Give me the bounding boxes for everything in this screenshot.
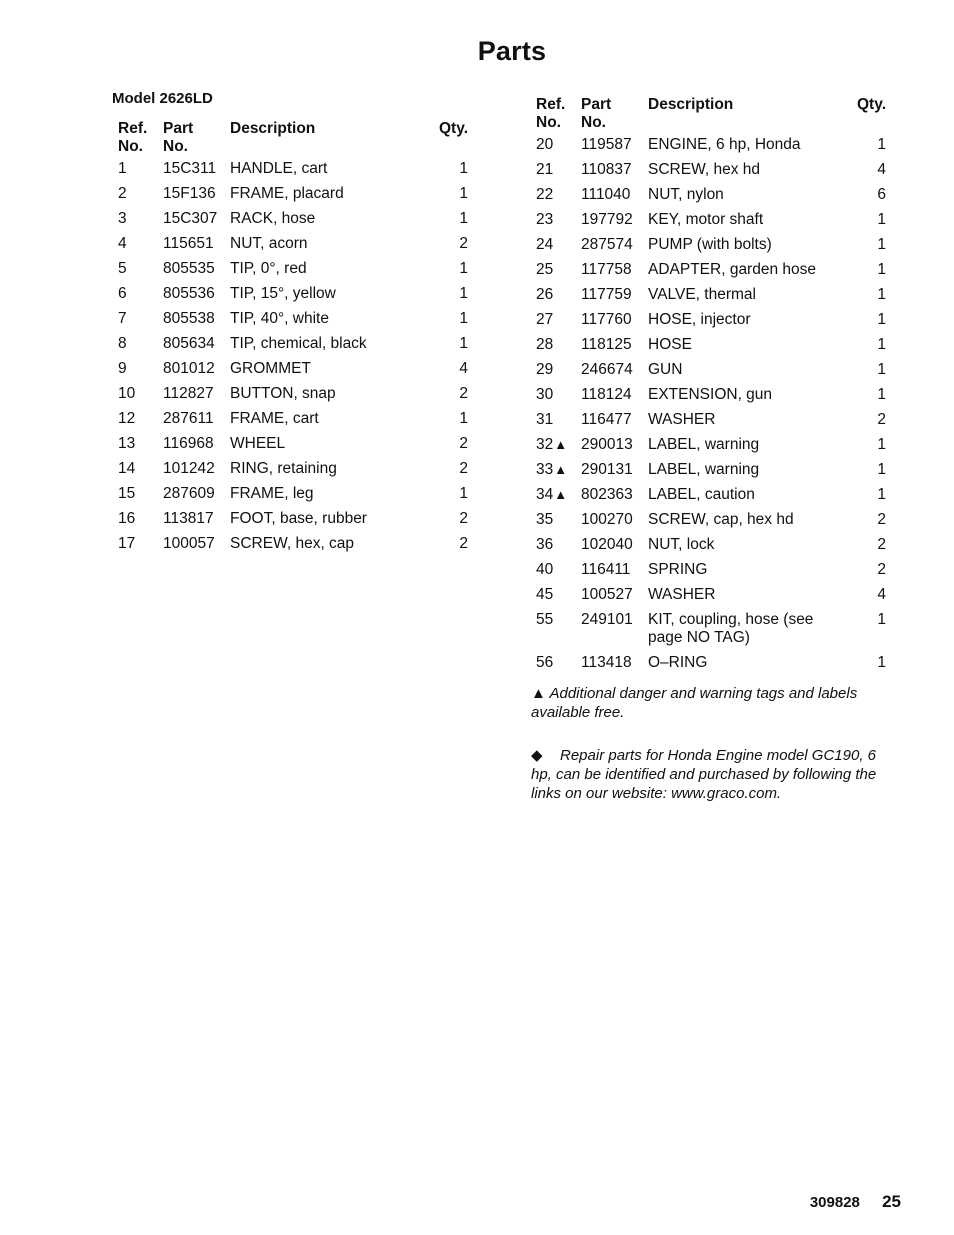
ref-number: 5 xyxy=(118,260,127,277)
part-description: TIP, 15°, yellow xyxy=(230,285,336,302)
part-description: O–RING xyxy=(648,654,708,671)
part-description: NUT, acorn xyxy=(230,235,308,252)
ref-number: 33▲ xyxy=(536,461,568,478)
part-quantity: 1 xyxy=(877,286,886,303)
part-description: GUN xyxy=(648,361,683,378)
ref-number: 13 xyxy=(118,435,136,452)
part-quantity: 1 xyxy=(459,185,468,202)
part-quantity: 1 xyxy=(877,336,886,353)
part-quantity: 1 xyxy=(877,461,886,478)
table-row xyxy=(118,185,468,210)
page-number: 25 xyxy=(882,1192,901,1211)
ref-number: 29 xyxy=(536,361,554,378)
table-row xyxy=(118,410,468,435)
part-description: NUT, lock xyxy=(648,536,715,553)
diamond-bullet-icon: ◆ xyxy=(531,747,543,764)
ref-number: 34▲ xyxy=(536,486,568,503)
part-description: RING, retaining xyxy=(230,460,337,477)
part-description: FRAME, leg xyxy=(230,485,314,502)
part-description: ENGINE, 6 hp, Honda xyxy=(648,136,801,153)
part-number: 805535 xyxy=(163,260,215,277)
table-row xyxy=(536,186,886,211)
part-number: 115651 xyxy=(163,235,214,252)
part-number: 287609 xyxy=(163,485,215,502)
note-tags-available xyxy=(531,684,901,722)
part-description: SCREW, cap, hex hd xyxy=(648,511,794,528)
table-row xyxy=(118,385,468,410)
ref-number: 14 xyxy=(118,460,136,477)
table-row xyxy=(536,161,886,186)
description-header: Description xyxy=(648,96,734,113)
part-number: 287611 xyxy=(163,410,214,427)
part-quantity: 1 xyxy=(877,211,886,228)
part-number: 117760 xyxy=(581,311,632,328)
ref-number: 6 xyxy=(118,285,127,302)
part-number: 110837 xyxy=(581,161,632,178)
part-quantity: 1 xyxy=(877,261,886,278)
table-row xyxy=(118,285,468,310)
part-quantity: 1 xyxy=(877,361,886,378)
page-footer xyxy=(810,1192,901,1212)
part-number: 117758 xyxy=(581,261,632,278)
ref-number: 15 xyxy=(118,485,136,502)
part-number: 118124 xyxy=(581,386,632,403)
table-row xyxy=(536,411,886,436)
ref-number: 20 xyxy=(536,136,554,153)
part-description: BUTTON, snap xyxy=(230,385,336,402)
part-description: WASHER xyxy=(648,586,716,603)
part-description: RACK, hose xyxy=(230,210,316,227)
part-number: 100057 xyxy=(163,535,215,552)
part-quantity: 2 xyxy=(877,511,886,528)
qty-header: Qty. xyxy=(439,120,468,137)
part-number: 100527 xyxy=(581,586,633,603)
part-quantity: 2 xyxy=(459,435,468,452)
table-row xyxy=(536,486,886,511)
part-number: 15F136 xyxy=(163,185,216,202)
part-number: 249101 xyxy=(581,611,633,628)
part-description: TIP, chemical, black xyxy=(230,335,367,352)
table-row xyxy=(536,461,886,486)
part-number: 15C311 xyxy=(163,160,217,177)
ref-number: 35 xyxy=(536,511,554,528)
part-number: 111040 xyxy=(581,186,631,203)
part-quantity: 1 xyxy=(877,136,886,153)
part-description: VALVE, thermal xyxy=(648,286,756,303)
part-description: EXTENSION, gun xyxy=(648,386,773,403)
ref-number: 2 xyxy=(118,185,127,202)
part-description: WASHER xyxy=(648,411,716,428)
part-quantity: 1 xyxy=(459,335,468,352)
table-row xyxy=(536,511,886,536)
warning-triangle-icon: ▲ xyxy=(554,487,568,502)
ref-number: 25 xyxy=(536,261,554,278)
part-number: 113418 xyxy=(581,654,632,671)
ref-number: 1 xyxy=(118,160,127,177)
part-description: KEY, motor shaft xyxy=(648,211,764,228)
ref-number: 12 xyxy=(118,410,136,427)
table-row xyxy=(118,235,468,260)
table-header-row xyxy=(118,120,468,160)
part-description: FRAME, cart xyxy=(230,410,319,427)
table-row xyxy=(118,510,468,535)
part-description: TIP, 40°, white xyxy=(230,310,329,327)
table-row xyxy=(118,310,468,335)
part-number: 805634 xyxy=(163,335,215,352)
ref-number: 40 xyxy=(536,561,554,578)
ref-number: 27 xyxy=(536,311,554,328)
part-quantity: 1 xyxy=(459,285,468,302)
ref-number: 31 xyxy=(536,411,554,428)
part-number: 119587 xyxy=(581,136,632,153)
part-number: 197792 xyxy=(581,211,633,228)
part-quantity: 2 xyxy=(459,385,468,402)
part-quantity: 4 xyxy=(877,586,886,603)
table-row xyxy=(118,210,468,235)
warning-triangle-icon: ▲ xyxy=(554,462,568,477)
part-number: 118125 xyxy=(581,336,632,353)
part-number: 116477 xyxy=(581,411,632,428)
ref-number: 23 xyxy=(536,211,554,228)
part-description: FRAME, placard xyxy=(230,185,344,202)
table-row xyxy=(536,136,886,161)
ref-number: 45 xyxy=(536,586,554,603)
page-title: Parts xyxy=(477,36,547,66)
table-row xyxy=(118,435,468,460)
ref-number: 4 xyxy=(118,235,127,252)
table-row xyxy=(118,260,468,285)
table-row xyxy=(536,236,886,261)
part-quantity: 2 xyxy=(877,411,886,428)
part-quantity: 2 xyxy=(459,235,468,252)
part-description: LABEL, warning xyxy=(648,461,760,478)
part-description: ADAPTER, garden hose xyxy=(648,261,817,278)
part-header: Part No. xyxy=(581,96,612,131)
part-quantity: 2 xyxy=(877,561,886,578)
table-row xyxy=(536,211,886,236)
part-quantity: 1 xyxy=(459,210,468,227)
part-description: SCREW, hex, cap xyxy=(230,535,355,552)
description-header: Description xyxy=(230,120,316,137)
ref-number: 7 xyxy=(118,310,127,327)
table-row xyxy=(536,654,886,679)
table-row xyxy=(536,536,886,561)
ref-number: 30 xyxy=(536,386,554,403)
warning-triangle-icon: ▲ xyxy=(554,437,568,452)
ref-number: 55 xyxy=(536,611,554,628)
table-row xyxy=(536,436,886,461)
part-quantity: 2 xyxy=(459,510,468,527)
part-description: HOSE xyxy=(648,336,692,353)
ref-number: 3 xyxy=(118,210,127,227)
table-row xyxy=(536,286,886,311)
table-row xyxy=(536,386,886,411)
table-row xyxy=(118,535,468,560)
part-number: 116411 xyxy=(581,561,631,578)
part-number: 805536 xyxy=(163,285,215,302)
part-quantity: 1 xyxy=(877,386,886,403)
part-number: 15C307 xyxy=(163,210,218,227)
part-quantity: 1 xyxy=(877,611,886,628)
part-quantity: 1 xyxy=(459,485,468,502)
table-row xyxy=(118,485,468,510)
part-description: HANDLE, cart xyxy=(230,160,328,177)
table-row xyxy=(536,561,886,586)
table-row xyxy=(118,160,468,185)
table-row xyxy=(118,360,468,385)
warning-triangle-icon: ▲ xyxy=(531,685,546,702)
part-number: 287574 xyxy=(581,236,633,253)
part-number: 112827 xyxy=(163,385,214,402)
part-number: 246674 xyxy=(581,361,633,378)
part-description: NUT, nylon xyxy=(648,186,724,203)
table-row xyxy=(118,460,468,485)
part-description: WHEEL xyxy=(230,435,286,452)
part-number: 101242 xyxy=(163,460,215,477)
note-text: Additional danger and warning tags and labels available free. xyxy=(531,685,858,721)
table-row xyxy=(536,336,886,361)
part-number: 100270 xyxy=(581,511,633,528)
parts-table-left xyxy=(118,120,468,560)
part-quantity: 6 xyxy=(877,186,886,203)
part-number: 290131 xyxy=(581,461,633,478)
part-quantity: 1 xyxy=(877,236,886,253)
ref-number: 21 xyxy=(536,161,554,178)
ref-number: 28 xyxy=(536,336,554,353)
part-quantity: 1 xyxy=(459,310,468,327)
note-engine-repair xyxy=(531,746,901,803)
part-description: LABEL, warning xyxy=(648,436,760,453)
table-row xyxy=(536,311,886,336)
part-number: 102040 xyxy=(581,536,633,553)
model-label: Model 2626LD xyxy=(112,90,213,107)
ref-number: 32▲ xyxy=(536,436,568,453)
part-description: LABEL, caution xyxy=(648,486,755,503)
part-quantity: 1 xyxy=(877,311,886,328)
part-quantity: 4 xyxy=(459,360,468,377)
part-quantity: 2 xyxy=(459,535,468,552)
part-description: SPRING xyxy=(648,561,708,578)
note-text: Repair parts for Honda Engine model GC190, 6 hp, can be identified and purchased by following the links on our website: www.graco.com. xyxy=(531,747,877,802)
part-number: 802363 xyxy=(581,486,633,503)
part-quantity: 4 xyxy=(877,161,886,178)
part-description: PUMP (with bolts) xyxy=(648,236,772,253)
part-description: GROMMET xyxy=(230,360,311,377)
table-row xyxy=(536,261,886,286)
ref-number: 24 xyxy=(536,236,554,253)
table-row xyxy=(118,335,468,360)
ref-number: 9 xyxy=(118,360,127,377)
part-header: Part No. xyxy=(163,120,194,155)
ref-number: 26 xyxy=(536,286,554,303)
part-quantity: 2 xyxy=(877,536,886,553)
part-quantity: 1 xyxy=(459,260,468,277)
part-quantity: 1 xyxy=(459,410,468,427)
ref-number: 16 xyxy=(118,510,136,527)
ref-header: Ref. No. xyxy=(118,120,148,155)
part-description: HOSE, injector xyxy=(648,311,751,328)
part-number: 805538 xyxy=(163,310,215,327)
table-row xyxy=(536,361,886,386)
ref-number: 17 xyxy=(118,535,136,552)
part-number: 117759 xyxy=(581,286,632,303)
qty-header: Qty. xyxy=(857,96,886,113)
part-number: 801012 xyxy=(163,360,215,377)
part-quantity: 2 xyxy=(459,460,468,477)
part-number: 116968 xyxy=(163,435,214,452)
ref-number: 10 xyxy=(118,385,136,402)
part-description: FOOT, base, rubber xyxy=(230,510,367,527)
part-description: TIP, 0°, red xyxy=(230,260,307,277)
doc-number: 309828 xyxy=(809,1194,860,1211)
part-quantity: 1 xyxy=(877,654,886,671)
part-description: SCREW, hex hd xyxy=(648,161,760,178)
ref-number: 56 xyxy=(536,654,554,671)
part-number: 290013 xyxy=(581,436,633,453)
ref-header: Ref. No. xyxy=(536,96,566,131)
part-description: KIT, coupling, hose (see page NO TAG) xyxy=(648,611,814,646)
table-row xyxy=(536,586,886,611)
part-number: 113817 xyxy=(163,510,214,527)
ref-number: 22 xyxy=(536,186,554,203)
part-quantity: 1 xyxy=(459,160,468,177)
part-quantity: 1 xyxy=(877,486,886,503)
table-row xyxy=(536,611,886,654)
part-quantity: 1 xyxy=(877,436,886,453)
ref-number: 8 xyxy=(118,335,127,352)
ref-number: 36 xyxy=(536,536,554,553)
table-header-row xyxy=(536,96,886,136)
parts-table-right xyxy=(536,96,886,679)
